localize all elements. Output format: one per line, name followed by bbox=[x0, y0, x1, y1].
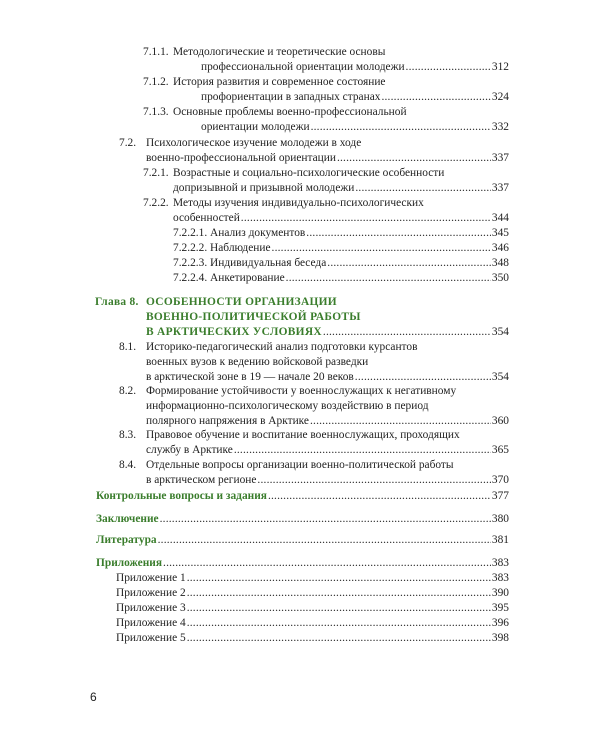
dot-leader bbox=[286, 271, 491, 286]
chapter-title-line: В АРКТИЧЕСКИХ УСЛОВИЯХ bbox=[146, 325, 322, 338]
toc-entry-last-line bbox=[173, 60, 509, 75]
toc-page-number: 381 bbox=[491, 534, 509, 546]
toc-entry-number: 7.2.2. bbox=[143, 197, 169, 209]
toc-entry-last-line bbox=[116, 571, 509, 586]
toc-entry-7-1-1 bbox=[143, 45, 509, 75]
dot-leader bbox=[327, 256, 491, 271]
toc-entry-title-line: особенностей bbox=[173, 211, 240, 224]
dot-leader bbox=[268, 489, 491, 504]
dot-leader bbox=[187, 601, 491, 616]
toc-entry-number: 8.1. bbox=[119, 341, 137, 353]
toc-page-number: 377 bbox=[491, 490, 509, 502]
toc-entry-title-line: Психологическое изучение молодежи в ходе bbox=[146, 137, 362, 149]
dot-leader bbox=[158, 533, 491, 548]
toc-page-number: 380 bbox=[491, 513, 509, 525]
toc-page-number: 396 bbox=[491, 617, 509, 629]
toc-entry-last-line bbox=[173, 226, 509, 241]
toc-page-number: 360 bbox=[491, 414, 509, 427]
dot-leader bbox=[257, 473, 490, 488]
toc-page-number: 312 bbox=[491, 60, 509, 73]
dot-leader bbox=[306, 226, 491, 241]
toc-entry-literature bbox=[96, 533, 509, 548]
toc-entry-title-line: Методы изучения индивидуально-психологических bbox=[173, 197, 424, 209]
toc-entry-title-line: информационно-психологическому воздействию в период bbox=[146, 399, 429, 412]
dot-leader bbox=[406, 60, 491, 75]
toc-entry-last-line bbox=[173, 211, 509, 226]
dot-leader bbox=[323, 325, 491, 340]
toc-entry-title-line: Возрастные и социально-психологические особенности bbox=[173, 167, 445, 179]
toc-entry-title-line: профориентации в западных странах bbox=[201, 90, 381, 103]
toc-entry-title-line: Отдельные вопросы организации военно-политической работы bbox=[146, 459, 454, 471]
chapter-title-line: ОСОБЕННОСТИ ОРГАНИЗАЦИИ bbox=[146, 296, 337, 308]
dot-leader bbox=[381, 90, 490, 105]
toc-entry-conclusion bbox=[96, 512, 509, 527]
toc-entry-8-3 bbox=[119, 428, 509, 458]
dot-leader bbox=[187, 631, 491, 646]
toc-entry-number: 8.4. bbox=[119, 459, 137, 471]
toc-entry-7-2-2-2 bbox=[173, 241, 509, 256]
toc-entry-last-line bbox=[146, 414, 509, 429]
toc-entry-title-line: 7.2.2.1. Анализ документов bbox=[173, 227, 306, 239]
toc-page-number: 348 bbox=[491, 257, 509, 269]
toc-entry-last-line bbox=[96, 533, 509, 548]
toc-entry-last-line bbox=[173, 256, 509, 271]
section-title: Заключение bbox=[96, 513, 159, 525]
toc-entry-last-line bbox=[146, 473, 509, 488]
toc-entry-title-line: профессиональной ориентации молодежи bbox=[201, 60, 405, 73]
toc-entry-last-line bbox=[173, 241, 509, 256]
toc-entry-last-line bbox=[96, 512, 509, 527]
chapter-number: Глава 8. bbox=[95, 296, 139, 308]
toc-entry-title-line: Историко-педагогический анализ подготовки курсантов bbox=[146, 341, 418, 353]
toc-entry-8-4 bbox=[119, 458, 509, 488]
toc-entry-title-line: Методологические и теоретические основы bbox=[173, 46, 386, 58]
dot-leader bbox=[337, 151, 491, 166]
toc-entry-title-line: службу в Арктике bbox=[146, 443, 233, 456]
section-title: Приложения bbox=[96, 557, 163, 569]
toc-entry-appendix-4 bbox=[116, 616, 509, 631]
toc-entry-title-line: военных вузов к ведению войсковой разведки bbox=[146, 355, 369, 368]
toc-entry-last-line bbox=[146, 325, 509, 340]
toc-entry-8-1 bbox=[119, 340, 509, 384]
toc-entry-last-line bbox=[173, 181, 509, 196]
toc-entry-8-2 bbox=[119, 384, 509, 428]
toc-page-number: 365 bbox=[491, 443, 509, 456]
toc-entry-number: 8.2. bbox=[119, 385, 137, 397]
page-number: 6 bbox=[90, 690, 97, 704]
toc-entry-number: 7.2.1. bbox=[143, 167, 169, 179]
toc-entry-last-line bbox=[146, 370, 509, 385]
toc-page-number: 383 bbox=[491, 572, 509, 584]
toc-entry-last-line bbox=[96, 489, 509, 504]
chapter-title-line: ВОЕННО-ПОЛИТИЧЕСКОЙ РАБОТЫ bbox=[146, 310, 361, 323]
toc-entry-title-line: в арктической зоне в 19 — начале 20 веков bbox=[146, 370, 354, 383]
toc-entry-last-line bbox=[116, 586, 509, 601]
toc-entry-title-line: допризывной и призывной молодежи bbox=[173, 181, 355, 194]
dot-leader bbox=[241, 211, 491, 226]
toc-entry-appendix-2 bbox=[116, 586, 509, 601]
toc-page-number: 332 bbox=[491, 120, 509, 133]
dot-leader bbox=[310, 414, 491, 429]
dot-leader bbox=[355, 370, 491, 385]
toc-page-number: 390 bbox=[491, 587, 509, 599]
dot-leader bbox=[160, 512, 491, 527]
toc-entry-7-1-3 bbox=[143, 105, 509, 135]
toc-entry-title-line: Приложение 2 bbox=[116, 587, 186, 599]
toc-entry-number: 7.1.1. bbox=[143, 46, 169, 58]
toc-entry-number: 7.2. bbox=[119, 137, 137, 149]
dot-leader bbox=[234, 443, 491, 458]
toc-entry-title-line: 7.2.2.3. Индивидуальная беседа bbox=[173, 257, 327, 269]
toc-page-number: 337 bbox=[491, 181, 509, 194]
toc-entry-last-line bbox=[146, 151, 509, 166]
toc-entry-number: 7.1.3. bbox=[143, 106, 169, 118]
toc-entry-title-line: 7.2.2.2. Наблюдение bbox=[173, 242, 271, 254]
dot-leader bbox=[355, 181, 491, 196]
toc-entry-7-2-1 bbox=[143, 166, 509, 196]
toc-entry-appendices bbox=[96, 556, 509, 571]
toc-page-number: 398 bbox=[491, 632, 509, 644]
toc-entry-title-line: История развития и современное состояние bbox=[173, 76, 386, 88]
toc-page-number: 346 bbox=[491, 242, 509, 254]
toc-entry-title-line: полярного напряжения в Арктике bbox=[146, 414, 309, 427]
toc-page-number: 395 bbox=[491, 602, 509, 614]
toc-entry-7-2-2-3 bbox=[173, 256, 509, 271]
toc-entry-title-line: Приложение 5 bbox=[116, 632, 186, 644]
toc-entry-review-questions bbox=[96, 489, 509, 504]
toc-entry-appendix-5 bbox=[116, 631, 509, 646]
toc-entry-last-line bbox=[116, 601, 509, 616]
toc-page-number: 370 bbox=[491, 473, 509, 486]
toc-entry-number: 8.3. bbox=[119, 429, 137, 441]
toc-entry-appendix-1 bbox=[116, 571, 509, 586]
toc-entry-title-line: Приложение 4 bbox=[116, 617, 186, 629]
toc-entry-title-line: ориентации молодежи bbox=[201, 120, 310, 133]
toc-page-number: 354 bbox=[491, 325, 509, 338]
toc-entry-title-line: военно-профессиональной ориентации bbox=[146, 151, 336, 164]
toc-entry-last-line bbox=[116, 616, 509, 631]
dot-leader bbox=[187, 616, 491, 631]
toc-entry-number: 7.1.2. bbox=[143, 76, 169, 88]
toc-page-number: 344 bbox=[491, 211, 509, 224]
dot-leader bbox=[187, 571, 491, 586]
toc-entry-7-2 bbox=[119, 136, 509, 166]
dot-leader bbox=[187, 586, 491, 601]
section-title: Контрольные вопросы и задания bbox=[96, 490, 267, 502]
toc-entry-last-line bbox=[146, 443, 509, 458]
section-title: Литература bbox=[96, 534, 157, 546]
toc-entry-title-line: Правовое обучение и воспитание военнослужащих, проходящих bbox=[146, 429, 460, 441]
toc-page-number: 354 bbox=[491, 370, 509, 383]
toc-chapter-8 bbox=[95, 295, 509, 339]
toc-entry-appendix-3 bbox=[116, 601, 509, 616]
toc-entry-last-line bbox=[96, 556, 509, 571]
toc-entry-title-line: Основные проблемы военно-профессиональной bbox=[173, 106, 407, 118]
toc-entry-7-2-2-1 bbox=[173, 226, 509, 241]
toc-entry-7-2-2 bbox=[143, 196, 509, 226]
toc-entry-last-line bbox=[173, 90, 509, 105]
toc-page-number: 383 bbox=[491, 557, 509, 569]
toc-page-number: 337 bbox=[491, 151, 509, 164]
toc-entry-title-line: 7.2.2.4. Анкетирование bbox=[173, 272, 285, 284]
toc-page-number: 345 bbox=[491, 227, 509, 239]
toc-entry-title-line: Формирование устойчивости у военнослужащих к негативному bbox=[146, 385, 457, 397]
toc-entry-title-line: Приложение 3 bbox=[116, 602, 186, 614]
toc-entry-7-2-2-4 bbox=[173, 271, 509, 286]
toc-page-number: 324 bbox=[491, 90, 509, 103]
toc-page-number: 350 bbox=[491, 272, 509, 284]
toc-entry-title-line: в арктическом регионе bbox=[146, 473, 257, 486]
dot-leader bbox=[272, 241, 491, 256]
dot-leader bbox=[311, 120, 491, 135]
toc-entry-7-1-2 bbox=[143, 75, 509, 105]
toc-entry-last-line bbox=[116, 631, 509, 646]
toc-entry-last-line bbox=[173, 271, 509, 286]
toc-entry-last-line bbox=[173, 120, 509, 135]
toc-entry-title-line: Приложение 1 bbox=[116, 572, 186, 584]
dot-leader bbox=[163, 556, 491, 571]
